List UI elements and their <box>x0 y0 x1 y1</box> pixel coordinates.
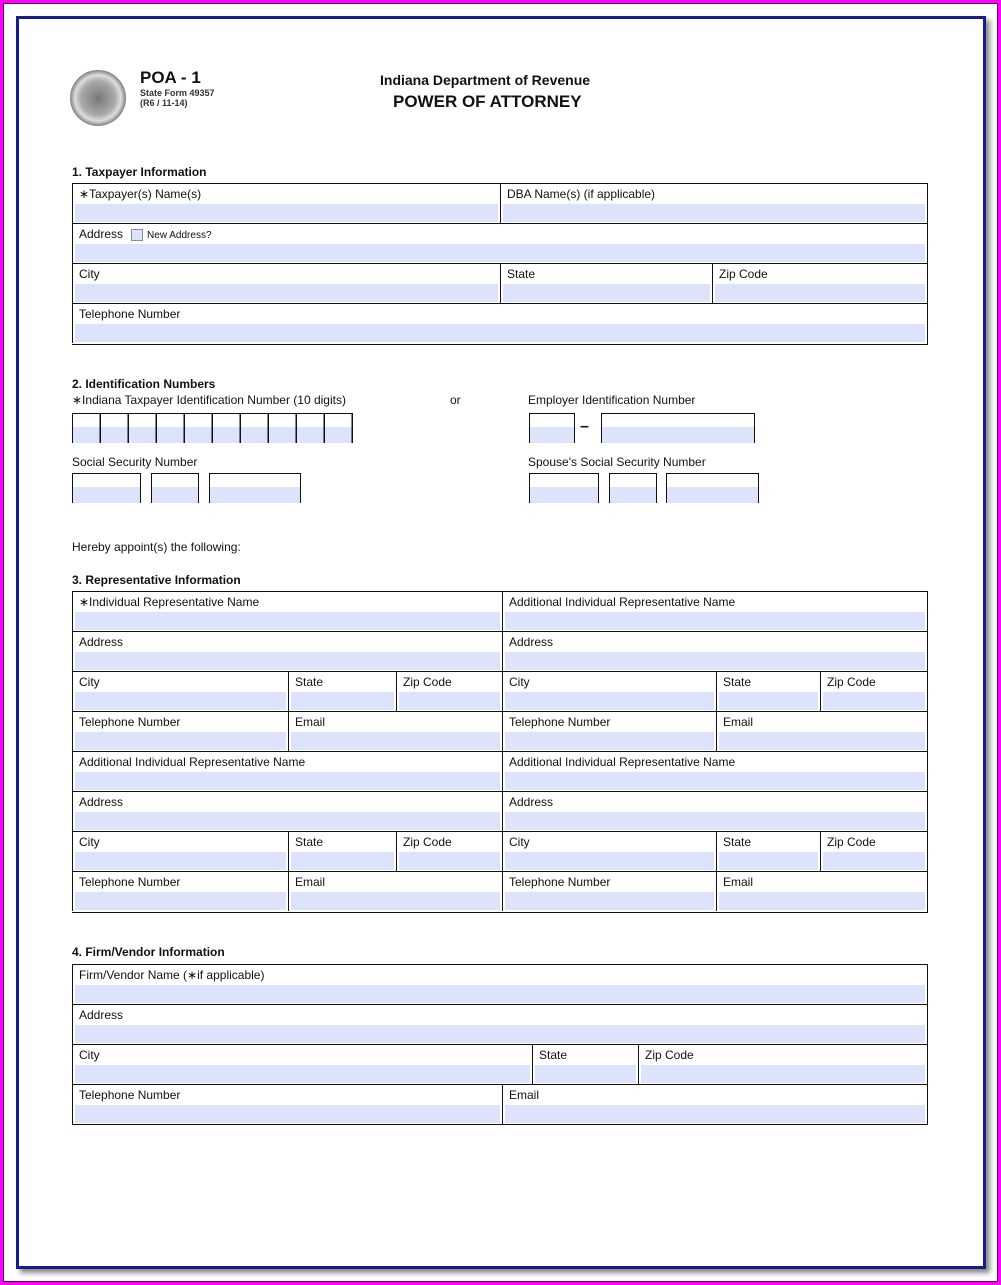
rep4-state-cell <box>716 831 820 871</box>
address-label: Address <box>79 227 124 241</box>
label: Additional Individual Representative Name <box>79 755 306 769</box>
label: Address <box>509 635 554 649</box>
rep3-state-input[interactable] <box>291 852 394 870</box>
rep4-email-input[interactable] <box>719 892 925 910</box>
label: State <box>295 675 324 689</box>
label: City <box>509 675 530 689</box>
label: Email <box>509 1088 540 1102</box>
rep2-city-cell <box>502 671 716 711</box>
label: Email <box>723 875 754 889</box>
label: City <box>509 835 530 849</box>
firm-address-input[interactable] <box>75 1025 925 1043</box>
rep1-zip-input[interactable] <box>399 692 500 710</box>
rep2-phone-cell <box>502 711 716 751</box>
new-address-label: New Address? <box>147 230 212 241</box>
ssn-part2-input[interactable] <box>151 473 199 503</box>
rep1-city-cell <box>72 671 288 711</box>
firm-name-cell <box>72 964 927 1004</box>
label: Zip Code <box>827 835 876 849</box>
rep2-city-input[interactable] <box>505 692 714 710</box>
phone-input[interactable] <box>75 324 925 342</box>
address-cell <box>72 223 927 263</box>
rep1-name-cell <box>72 591 502 631</box>
rep3-email-input[interactable] <box>291 892 500 910</box>
firm-state-cell <box>532 1044 638 1084</box>
zip-input[interactable] <box>715 284 925 302</box>
label: ∗Taxpayer(s) Name(s) <box>79 187 202 201</box>
ssn-label: Social Security Number <box>72 455 198 469</box>
ssn-part3-input[interactable] <box>209 473 301 503</box>
label: Address <box>509 795 554 809</box>
rep3-phone-cell <box>72 871 288 911</box>
label: Telephone Number <box>509 875 611 889</box>
firm-address-cell <box>72 1004 927 1044</box>
label: Telephone Number <box>509 715 611 729</box>
label: Firm/Vendor Name (∗if applicable) <box>79 968 265 982</box>
firm-name-input[interactable] <box>75 985 925 1003</box>
label: City <box>79 675 100 689</box>
rep2-name-input[interactable] <box>505 612 925 630</box>
rep4-address-input[interactable] <box>505 812 925 830</box>
label: DBA Name(s) (if applicable) <box>507 187 656 201</box>
rep2-name-cell <box>502 591 927 631</box>
label: City <box>79 267 100 281</box>
label: State <box>295 835 324 849</box>
rep2-state-input[interactable] <box>719 692 818 710</box>
rep3-phone-input[interactable] <box>75 892 286 910</box>
ein-suffix-input[interactable] <box>601 413 755 443</box>
rep1-email-cell <box>288 711 502 751</box>
state-form-number: State Form 49357 <box>140 88 215 98</box>
section-4-heading: 4. Firm/Vendor Information <box>72 945 225 959</box>
rep1-phone-input[interactable] <box>75 732 286 750</box>
rep4-zip-cell <box>820 831 927 871</box>
spouse-ssn-part1-input[interactable] <box>529 473 599 503</box>
form-id <box>140 68 215 108</box>
state-cell <box>500 263 712 303</box>
address-input[interactable] <box>75 244 925 262</box>
rep3-address-input[interactable] <box>75 812 500 830</box>
appoint-text: Hereby appoint(s) the following: <box>72 540 241 554</box>
label: Telephone Number <box>79 307 181 321</box>
label: Email <box>295 875 326 889</box>
label: Email <box>295 715 326 729</box>
department-name: Indiana Department of Revenue <box>380 72 591 88</box>
rep3-state-cell <box>288 831 396 871</box>
dba-cell <box>500 183 927 223</box>
label: Zip Code <box>645 1048 694 1062</box>
representative-table <box>72 591 928 913</box>
rep2-phone-input[interactable] <box>505 732 714 750</box>
rep4-name-cell <box>502 751 927 791</box>
rep2-zip-input[interactable] <box>823 692 925 710</box>
spouse-ssn-part2-input[interactable] <box>609 473 657 503</box>
label: State <box>723 835 752 849</box>
label: State <box>539 1048 568 1062</box>
label: Additional Individual Representative Name <box>509 595 736 609</box>
rep1-state-input[interactable] <box>291 692 394 710</box>
spouse-ssn-part3-input[interactable] <box>666 473 759 503</box>
phone-cell <box>72 303 927 343</box>
form-number: POA - 1 <box>140 68 201 87</box>
ssn-part1-input[interactable] <box>72 473 141 503</box>
tin-label: ∗Indiana Taxpayer Identification Number (10 digits) <box>72 393 346 407</box>
or-label: or <box>450 393 461 407</box>
label: City <box>79 1048 100 1062</box>
dba-input[interactable] <box>503 204 925 222</box>
rep3-name-input[interactable] <box>75 772 500 790</box>
label: State <box>507 267 536 281</box>
label: Additional Individual Representative Name <box>509 755 736 769</box>
label: City <box>79 835 100 849</box>
section-3-heading: 3. Representative Information <box>72 573 241 587</box>
rep2-zip-cell <box>820 671 927 711</box>
firm-table <box>72 964 928 1125</box>
label: ∗Individual Representative Name <box>79 595 260 609</box>
firm-city-input[interactable] <box>75 1065 530 1083</box>
rep2-address-input[interactable] <box>505 652 925 670</box>
label: Telephone Number <box>79 875 181 889</box>
rep1-zip-cell <box>396 671 502 711</box>
zip-cell <box>712 263 927 303</box>
label: Zip Code <box>827 675 876 689</box>
rep3-zip-cell <box>396 831 502 871</box>
tin-digit-dividers <box>73 414 352 443</box>
rep4-email-cell <box>716 871 927 911</box>
city-cell <box>72 263 500 303</box>
firm-zip-cell <box>638 1044 927 1084</box>
firm-phone-input[interactable] <box>75 1105 500 1123</box>
rep4-phone-cell <box>502 871 716 911</box>
label: Zip Code <box>403 675 452 689</box>
rep1-state-cell <box>288 671 396 711</box>
firm-city-cell <box>72 1044 532 1084</box>
rep4-city-cell <box>502 831 716 871</box>
city-input[interactable] <box>75 284 498 302</box>
label: Address <box>79 1008 124 1022</box>
label: Zip Code <box>403 835 452 849</box>
rep2-email-cell <box>716 711 927 751</box>
taxpayer-name-input[interactable] <box>75 204 498 222</box>
taxpayer-table <box>72 183 928 345</box>
label: Zip Code <box>719 267 768 281</box>
label: Telephone Number <box>79 1088 181 1102</box>
rep1-name-input[interactable] <box>75 612 500 630</box>
rep4-name-input[interactable] <box>505 772 925 790</box>
rep4-city-input[interactable] <box>505 852 714 870</box>
rep3-zip-input[interactable] <box>399 852 500 870</box>
firm-phone-cell <box>72 1084 502 1124</box>
rep1-email-input[interactable] <box>291 732 500 750</box>
ein-prefix-input[interactable] <box>529 413 575 443</box>
state-input[interactable] <box>503 284 710 302</box>
rep3-city-input[interactable] <box>75 852 286 870</box>
tin-input[interactable] <box>72 413 353 443</box>
ein-label: Employer Identification Number <box>528 393 696 407</box>
new-address-checkbox[interactable] <box>131 229 143 241</box>
firm-email-input[interactable] <box>505 1105 925 1123</box>
spouse-ssn-label: Spouse's Social Security Number <box>528 455 706 469</box>
section-1-heading: 1. Taxpayer Information <box>72 165 207 179</box>
rep3-address-cell <box>72 791 502 831</box>
rep2-email-input[interactable] <box>719 732 925 750</box>
label: Address <box>79 795 124 809</box>
page-title: POWER OF ATTORNEY <box>393 92 582 111</box>
section-2-heading: 2. Identification Numbers <box>72 377 216 391</box>
label: Address <box>79 635 124 649</box>
rep4-address-cell <box>502 791 927 831</box>
state-seal-logo <box>70 70 126 126</box>
label <box>79 227 212 241</box>
rep2-state-cell <box>716 671 820 711</box>
revision: (R6 / 11-14) <box>140 98 188 108</box>
label: State <box>723 675 752 689</box>
label: Telephone Number <box>79 715 181 729</box>
rep3-name-cell <box>72 751 502 791</box>
rep3-email-cell <box>288 871 502 911</box>
rep1-city-input[interactable] <box>75 692 286 710</box>
rep1-address-cell <box>72 631 502 671</box>
rep3-city-cell <box>72 831 288 871</box>
firm-state-input[interactable] <box>535 1065 636 1083</box>
ein-dash: – <box>580 418 589 435</box>
taxpayer-name-cell <box>72 183 500 223</box>
rep4-phone-input[interactable] <box>505 892 714 910</box>
label: Email <box>723 715 754 729</box>
firm-zip-input[interactable] <box>641 1065 925 1083</box>
firm-email-cell <box>502 1084 927 1124</box>
rep1-address-input[interactable] <box>75 652 500 670</box>
rep4-zip-input[interactable] <box>823 852 925 870</box>
rep4-state-input[interactable] <box>719 852 818 870</box>
rep1-phone-cell <box>72 711 288 751</box>
rep2-address-cell <box>502 631 927 671</box>
